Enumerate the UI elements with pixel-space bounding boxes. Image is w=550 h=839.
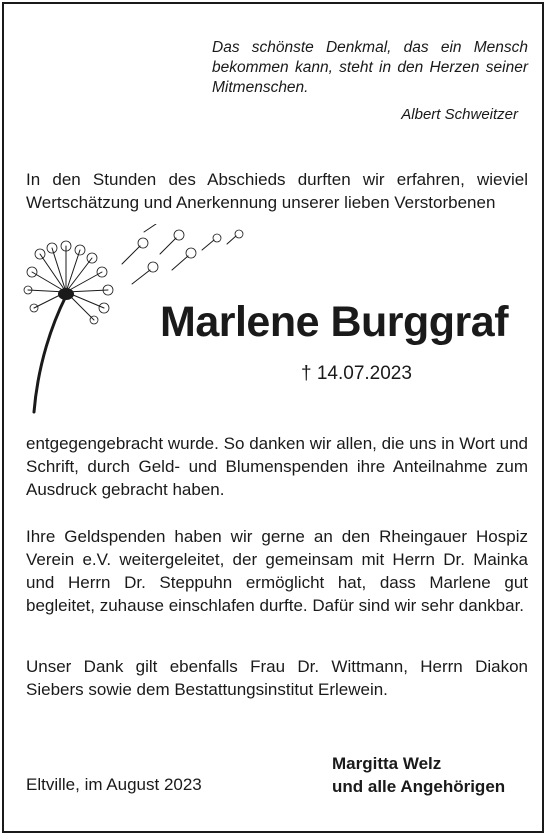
place-date: Eltville, im August 2023: [26, 775, 202, 794]
signer-name: Margitta Welz: [332, 754, 442, 773]
obituary-card: [2, 2, 544, 833]
additional-thanks-paragraph: Unser Dank gilt ebenfalls Frau Dr. Wittmann, Herrn Diakon Siebers sowie dem Bestattungsinstitut Erlewein.: [26, 657, 528, 699]
thanks-paragraph: entgegengebracht wurde. So danken wir allen, die uns in Wort und Schrift, durch Geld- und Blumenspenden ihre Anteilnahme zum Ausdruck gebracht haben.: [26, 434, 528, 499]
quote-author: Albert Schweitzer: [401, 106, 518, 123]
donation-paragraph: Ihre Geldspenden haben wir gerne an den Rheingauer Hospiz Verein e.V. weitergeleitet, der gemeinsam mit Herrn Dr. Mainka und Herrn Dr. Steppuhn ermöglicht hat, dass Marlene gut begleitet, zuhause einschlafen durfte. Dafür sind wir sehr dankbar.: [26, 527, 528, 615]
intro-paragraph: In den Stunden des Abschieds durften wir erfahren, wieviel Wertschätzung und Anerkennung unserer lieben Verstorbenen: [26, 170, 528, 212]
date-of-death: † 14.07.2023: [301, 363, 412, 384]
signer-family: und alle Angehörigen: [332, 777, 506, 796]
signature-block: [332, 752, 532, 798]
quote-text: Das schönste Denkmal, das ein Mensch bekommen kann, steht in den Herzen seiner Mitmenschen.: [212, 39, 528, 96]
deceased-name: Marlene Burggraf: [160, 298, 509, 346]
